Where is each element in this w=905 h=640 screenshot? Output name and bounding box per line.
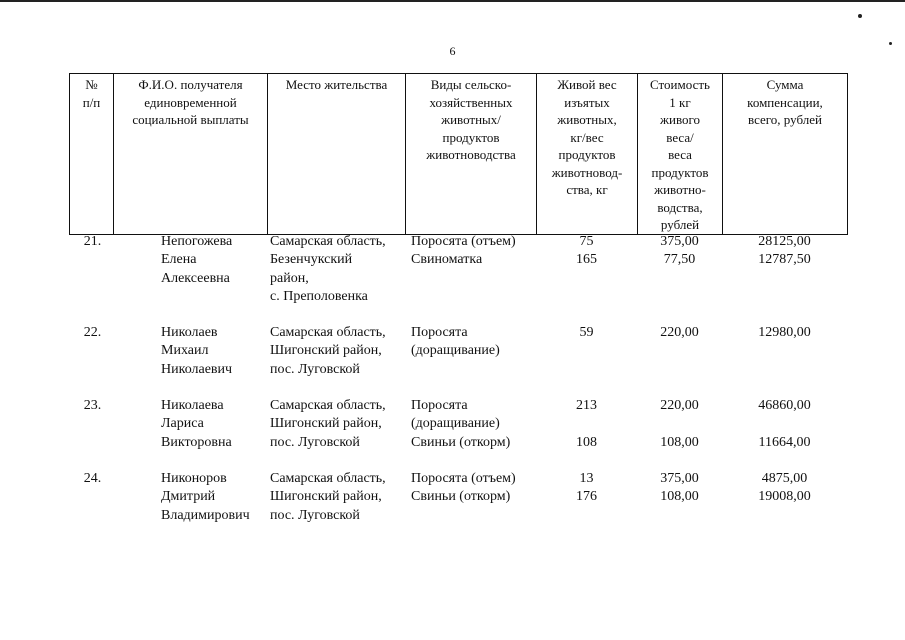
compensation-sum: 19008,00 xyxy=(758,489,811,505)
animal-kind xyxy=(411,361,533,379)
animal-kind: Свиньи (откорм) xyxy=(411,434,511,450)
recipient-name: Елена xyxy=(161,252,197,268)
recipient-name-cell xyxy=(113,233,267,324)
compensation-sum xyxy=(725,507,844,525)
price-per-kg: 375,00 xyxy=(660,234,699,249)
table-row xyxy=(69,324,847,397)
price-per-kg-cell xyxy=(637,324,722,397)
live-weight: 165 xyxy=(576,252,597,268)
compensation-sum: 4875,00 xyxy=(761,470,808,486)
animal-kind xyxy=(411,288,533,306)
header-price xyxy=(638,74,723,235)
price-per-kg xyxy=(640,415,719,433)
recipient-name: Лариса xyxy=(161,416,204,432)
recipient-name: Викторовна xyxy=(161,434,232,450)
header-line: водства, xyxy=(657,199,703,215)
residence: Безенчукский xyxy=(270,252,353,268)
residence: Самарская область, xyxy=(270,234,386,249)
header-place xyxy=(268,74,406,235)
residence: Самарская область, xyxy=(270,398,386,414)
header-line: животно- xyxy=(654,182,706,197)
compensation-sum: 11664,00 xyxy=(758,434,811,450)
price-per-kg xyxy=(640,342,719,360)
header-line: животновод- xyxy=(551,164,623,180)
header-line: № xyxy=(85,77,98,92)
header-line: рублей xyxy=(660,217,700,232)
row-number-cell xyxy=(69,324,113,397)
header-line: всего, рублей xyxy=(748,112,822,127)
header-num xyxy=(70,74,114,235)
header-sum xyxy=(723,74,848,235)
price-per-kg xyxy=(640,288,719,306)
header-line: хозяйственных xyxy=(429,94,513,110)
compensation-sum-cell xyxy=(722,233,847,324)
residence: Шигонский район, xyxy=(270,416,382,432)
residence: пос. Луговской xyxy=(270,361,360,377)
residence-cell xyxy=(267,233,405,324)
table-row xyxy=(69,470,847,543)
live-weight xyxy=(539,270,634,288)
row-number: 21. xyxy=(83,234,102,249)
header-line: животных/ xyxy=(441,112,501,127)
compensation-sum-cell xyxy=(722,324,847,397)
animal-kind: Поросята xyxy=(411,325,468,341)
header-line: продуктов xyxy=(442,129,500,145)
compensation-sum xyxy=(725,415,844,433)
animal-kind: Поросята (отъем) xyxy=(411,470,516,486)
recipient-name: Дмитрий xyxy=(161,489,216,505)
residence: Шигонский район, xyxy=(270,489,382,505)
compensation-sum xyxy=(725,361,844,379)
recipient-name: Николаев xyxy=(161,325,218,341)
header-line: продуктов xyxy=(558,147,616,162)
recipient-name: Михаил xyxy=(161,343,209,359)
table-header xyxy=(69,73,848,235)
header-line: Живой вес xyxy=(557,77,617,92)
header-line: продуктов xyxy=(651,164,709,180)
live-weight: 108 xyxy=(576,434,597,450)
price-per-kg-cell xyxy=(637,470,722,543)
live-weight: 59 xyxy=(579,325,594,341)
price-per-kg: 108,00 xyxy=(660,434,699,450)
price-per-kg-cell xyxy=(637,397,722,470)
table-row xyxy=(69,397,847,470)
animal-kind-cell xyxy=(405,397,536,470)
recipient-name-cell xyxy=(113,397,267,470)
live-weight xyxy=(539,288,634,306)
price-per-kg-cell xyxy=(637,233,722,324)
live-weight xyxy=(539,507,634,525)
live-weight: 213 xyxy=(576,398,597,414)
row-number-cell xyxy=(69,470,113,543)
row-number-cell xyxy=(69,233,113,324)
residence: пос. Луговской xyxy=(270,434,360,450)
live-weight xyxy=(539,415,634,433)
recipient-name: Никоноров xyxy=(161,470,227,486)
compensation-sum: 28125,00 xyxy=(758,234,811,249)
compensation-sum xyxy=(725,342,844,360)
header-line: Стоимость xyxy=(650,77,710,92)
header-line: п/п xyxy=(82,94,101,110)
animal-kind: (доращивание) xyxy=(411,416,500,432)
compensation-sum-cell xyxy=(722,397,847,470)
header-line: единовременной xyxy=(144,94,237,110)
header-line: веса/ xyxy=(666,129,694,145)
row-number: 23. xyxy=(83,398,102,414)
residence-cell xyxy=(267,470,405,543)
compensation-sum: 46860,00 xyxy=(758,398,811,414)
recipient-name: Алексеевна xyxy=(161,270,230,286)
residence-cell xyxy=(267,397,405,470)
header-line: животных, xyxy=(557,112,617,127)
recipient-name: Владимирович xyxy=(161,507,250,523)
residence: с. Преполовенка xyxy=(270,288,368,304)
price-per-kg: 220,00 xyxy=(660,398,699,414)
animal-kind: (доращивание) xyxy=(411,343,500,359)
residence: Шигонский район, xyxy=(270,343,382,359)
header-line: кг/вес xyxy=(570,129,604,145)
scan-speck xyxy=(858,14,862,18)
header-line: Место жительства xyxy=(285,77,388,92)
header-line: Сумма xyxy=(766,77,804,92)
row-number-cell xyxy=(69,397,113,470)
price-per-kg xyxy=(640,361,719,379)
scan-top-edge xyxy=(0,0,905,2)
compensation-sum: 12787,50 xyxy=(758,252,811,268)
animal-kind: Поросята xyxy=(411,398,468,414)
header-line: 1 кг xyxy=(669,94,691,110)
residence: район, xyxy=(270,270,309,286)
header-line: Виды сельско- xyxy=(430,77,512,92)
compensation-sum xyxy=(725,288,844,306)
header-line: Ф.И.О. получателя xyxy=(138,77,243,92)
live-weight xyxy=(539,342,634,360)
price-per-kg xyxy=(640,270,719,288)
row-number: 22. xyxy=(83,325,102,341)
live-weight-cell xyxy=(536,397,637,470)
compensation-sum: 12980,00 xyxy=(758,325,811,341)
table-body xyxy=(69,233,847,543)
price-per-kg: 220,00 xyxy=(660,325,699,341)
price-per-kg: 375,00 xyxy=(660,470,699,486)
header-name xyxy=(114,74,268,235)
recipient-name: Николаева xyxy=(161,398,224,414)
header-line: изъятых xyxy=(564,94,610,110)
header-line: животноводства xyxy=(426,147,516,162)
residence: пос. Луговской xyxy=(270,507,360,523)
compensation-sum-cell xyxy=(722,470,847,543)
table-row xyxy=(69,233,847,324)
live-weight xyxy=(539,361,634,379)
price-per-kg: 108,00 xyxy=(660,489,699,505)
header-kind xyxy=(406,74,537,235)
live-weight-cell xyxy=(536,233,637,324)
recipient-name: Николаевич xyxy=(161,361,233,377)
live-weight-cell xyxy=(536,470,637,543)
header-line: социальной выплаты xyxy=(132,112,249,127)
price-per-kg: 77,50 xyxy=(663,252,696,268)
live-weight-cell xyxy=(536,324,637,397)
compensation-sum xyxy=(725,270,844,288)
recipient-name-cell xyxy=(113,324,267,397)
page-number: 6 xyxy=(449,44,456,58)
header-weight xyxy=(537,74,638,235)
recipient-name-cell xyxy=(113,470,267,543)
live-weight: 176 xyxy=(576,489,597,505)
animal-kind-cell xyxy=(405,324,536,397)
header-line: ства, кг xyxy=(566,182,608,197)
animal-kind: Поросята (отъем) xyxy=(411,234,516,249)
residence: Самарская область, xyxy=(270,325,386,341)
animal-kind xyxy=(411,507,533,525)
header-line: веса xyxy=(668,147,692,162)
animal-kind: Свиноматка xyxy=(411,252,483,268)
residence: Самарская область, xyxy=(270,470,386,486)
row-number: 24. xyxy=(83,470,102,486)
animal-kind xyxy=(411,270,533,288)
live-weight: 75 xyxy=(579,234,594,249)
live-weight: 13 xyxy=(579,470,594,486)
residence-cell xyxy=(267,324,405,397)
price-per-kg xyxy=(640,507,719,525)
animal-kind: Свиньи (откорм) xyxy=(411,489,511,505)
header-line: компенсации, xyxy=(747,94,823,110)
animal-kind-cell xyxy=(405,470,536,543)
header-line: живого xyxy=(660,112,700,127)
recipient-name: Непогожева xyxy=(161,234,233,249)
animal-kind-cell xyxy=(405,233,536,324)
